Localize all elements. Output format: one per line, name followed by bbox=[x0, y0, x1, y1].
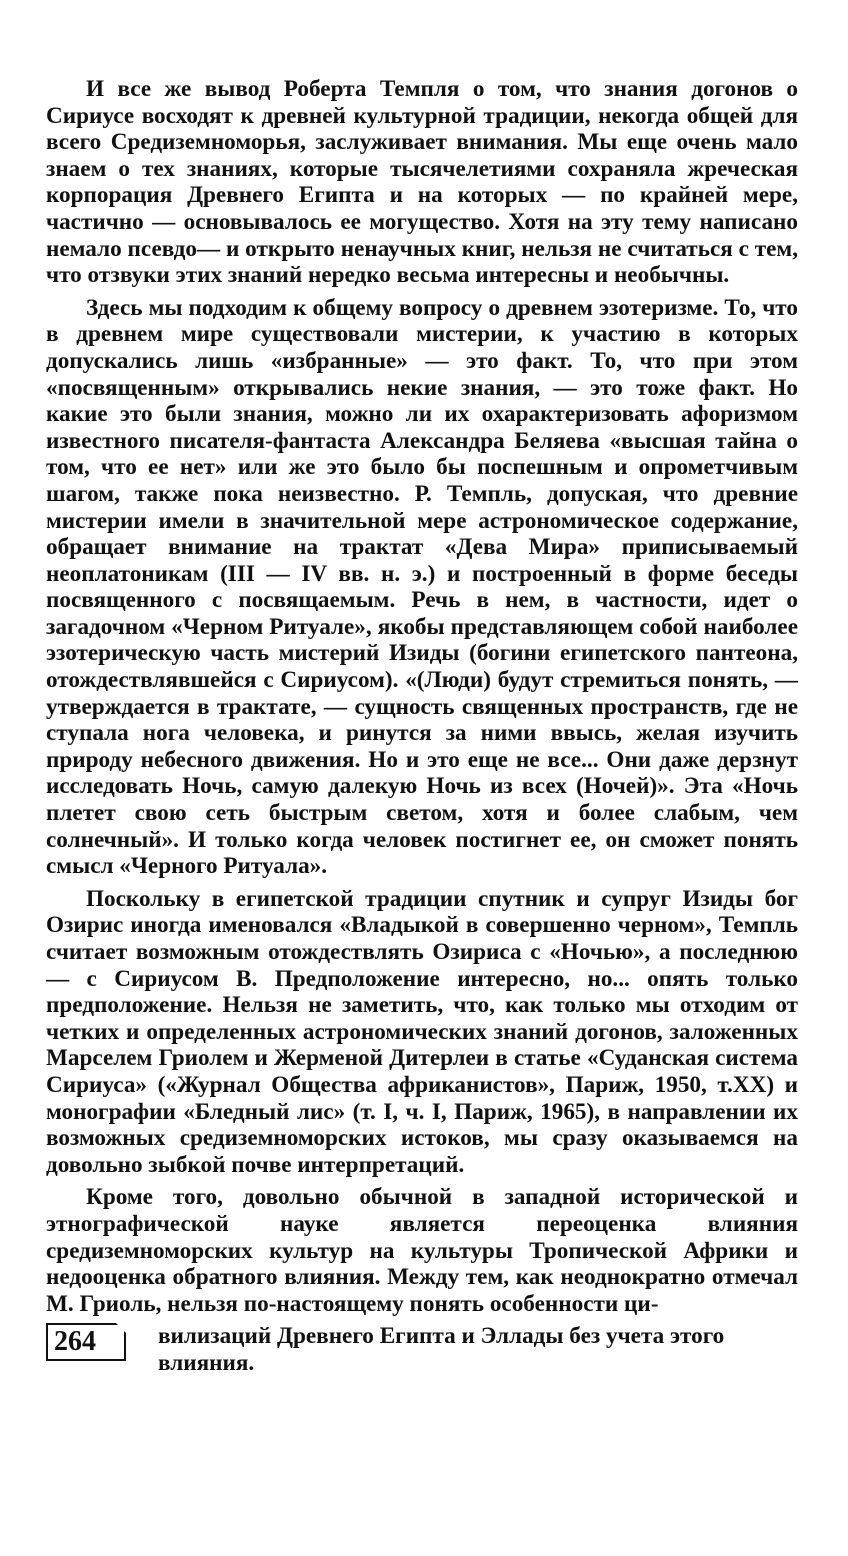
paragraph-4: Кроме того, довольно обычной в западной исторической и этнографической науке является переоценка влияния средиземноморских культур на культуры Тропической Африки и недооценка обратного влияния. Между тем, как неоднократно отмечал М. Гриоль, нельзя по-настоящему понять особенности ци- bbox=[46, 1184, 798, 1317]
paragraph-1: И все же вывод Роберта Темпля о том, что знания догонов о Сириусе восходят к древней культурной традиции, некогда общей для всего Средиземноморья, заслуживает внимания. Мы еще очень мало знаем о тех знаниях, которые тысячелетиями сохраняла жреческая корпорация Древнего Египта и на которых — по крайней мере, частично — основывалось ее могущество. Хотя на эту тему написано немало псевдо— и открыто ненаучных книг, нельзя не считаться с тем, что отзвуки этих знаний нередко весьма интересны и необычны. bbox=[46, 76, 798, 289]
paragraph-2: Здесь мы подходим к общему вопросу о древнем эзотеризме. То, что в древнем мире существовали мистерии, к участию в которых допускались лишь «избранные» — это факт. То, что при этом «посвященным» открывались некие знания, — это тоже факт. Но какие это были знания, можно ли их охарактеризовать афоризмом известного писателя-фантаста Александра Беляева «высшая тайна о том, что ее нет» или же это было бы поспешным и опрометчивым шагом, также пока неизвестно. Р. Темпль, допуская, что древние мистерии имели в значительной мере астрономическое содержание, обращает внимание на трактат «Дева Мира» приписываемый неоплатоникам (III — IV вв. н. э.) и построенный в форме беседы посвященного с посвящаемым. Речь в нем, в частности, идет о загадочном «Черном Ритуале», якобы представляющем собой наиболее эзотерическую часть мистерий Изиды (богини египетского пантеона, отождествлявшейся с Сириусом). «(Люди) будут стремиться понять, — утверждается в трактате, — сущность священных пространств, где не ступала нога человека, и ринутся за ними ввысь, желая изучить природу небесного движения. Но и это еще не все... Они даже дерзнут исследовать Ночь, самую далекую Ночь из всех (Ночей)». Эта «Ночь плетет свою сеть быстрым светом, хотя и более слабым, чем солнечный». И только когда человек постигнет ее, он сможет понять смысл «Черного Ритуала». bbox=[46, 294, 798, 880]
footer-block bbox=[46, 1323, 798, 1376]
page-number: 264 bbox=[46, 1323, 126, 1361]
paragraph-4-tail: вилизаций Древнего Египта и Эллады без учета этого влияния. bbox=[158, 1323, 725, 1376]
paragraph-3: Поскольку в египетской традиции спутник и супруг Изиды бог Озирис иногда именовался «Владыкой в совершенно черном», Темпль считает возможным отождествлять Озириса с «Ночью», а последнюю — с Сириусом В. Предположение интересно, но... опять только предположение. Нельзя не заметить, что, как только мы отходим от четких и определенных астрономических знаний догонов, заложенных Марселем Гриолем и Жерменой Дитерлеи в статье «Суданская система Сириуса» («Журнал Общества африканистов», Париж, 1950, т.XX) и монографии «Бледный лис» (т. I, ч. I, Париж, 1965), в направлении их возможных средиземноморских истоков, мы сразу оказываемся на довольно зыбкой почве интерпретаций. bbox=[46, 885, 798, 1178]
page-body bbox=[46, 76, 798, 1377]
